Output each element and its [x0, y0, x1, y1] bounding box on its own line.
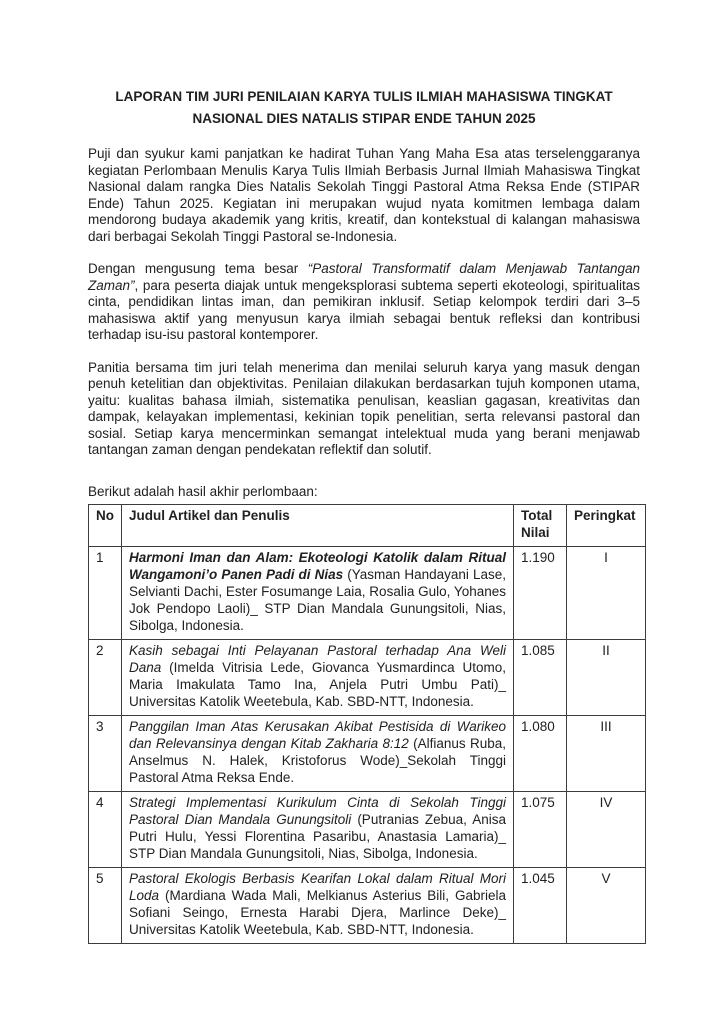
row-number: 3 [89, 716, 122, 792]
authors-affiliation: (Alfianus Ruba, Anselmus N. Halek, Kristoforus Wode)_Sekolah Tinggi Pastoral Atma Reksa Ende. [129, 736, 506, 785]
authors-affiliation: (Putranias Zebua, Anisa Putri Hulu, Yessi Florentina Pasaribu, Anastasia Lamaria)_ STP Dian Mandala Gunungsitoli, Nias, Sibolga, Indonesia. [129, 812, 506, 861]
table-row [89, 640, 646, 716]
total-nilai: 1.085 [514, 640, 567, 716]
peringkat: V [567, 868, 646, 944]
peringkat: I [567, 547, 646, 640]
table-row [89, 716, 646, 792]
column-header-total-nilai: Total Nilai [514, 505, 567, 547]
total-nilai: 1.075 [514, 792, 567, 868]
total-nilai: 1.045 [514, 868, 567, 944]
paragraph-theme [88, 261, 640, 344]
row-number: 4 [89, 792, 122, 868]
paragraph-theme-pre: Dengan mengusung tema besar [88, 261, 308, 276]
theme-quote-italic: “Pastoral Transformatif dalam Menjawab Tantangan Zaman” [88, 261, 640, 293]
row-number: 1 [89, 547, 122, 640]
peringkat: IV [567, 792, 646, 868]
article-title: Pastoral Ekologis Berbasis Kearifan Lokal dalam Ritual Mori Loda [129, 871, 506, 903]
table-row [89, 547, 646, 640]
results-intro: Berikut adalah hasil akhir perlombaan: [88, 483, 318, 499]
article-cell [122, 792, 514, 868]
article-cell [122, 640, 514, 716]
article-title: Strategi Implementasi Kurikulum Cinta di Sekolah Tinggi Pastoral Dian Mandala Gunungsitoli [129, 795, 506, 827]
table-row [89, 792, 646, 868]
authors-affiliation: (Yasman Handayani Lase, Selvianti Dachi, Ester Fosumange Laia, Rosalia Gulo, Yohanes Jok Pendopo Laoli)_ STP Dian Mandala Gunungsitoli, Nias, Sibolga, Indonesia. [129, 567, 506, 633]
article-title: Harmoni Iman dan Alam: Ekoteologi Katolik dalam Ritual Wangamoni’o Panen Padi di Nias [129, 550, 506, 582]
column-header-peringkat: Peringkat [567, 505, 646, 547]
article-title: Panggilan Iman Atas Kerusakan Akibat Pestisida di Warikeo dan Relevansinya dengan Kitab Zakharia 8:12 [129, 719, 506, 751]
column-header-no: No [89, 505, 122, 547]
paragraph-opening: Puji dan syukur kami panjatkan ke hadirat Tuhan Yang Maha Esa atas terselenggaranya kegiatan Perlombaan Menulis Karya Tulis Ilmiah Berbasis Jurnal Ilmiah Mahasiswa Tingkat Nasional dalam rangka Dies Natalis Sekolah Tinggi Pastoral Atma Reksa Ende (STIPAR Ende) Tahun 2025. Kegiatan ini merupakan wujud nyata komitmen lembaga dalam mendorong budaya akademik yang kritis, kreatif, dan kontekstual di kalangan mahasiswa dari berbagai Sekolah Tinggi Pastoral se-Indonesia. [88, 146, 640, 244]
document-title: LAPORAN TIM JURI PENILAIAN KARYA TULIS ILMIAH MAHASISWA TINGKAT NASIONAL DIES NATALIS STIPAR ENDE TAHUN 2025 [115, 89, 613, 126]
row-number: 2 [89, 640, 122, 716]
column-header-judul: Judul Artikel dan Penulis [122, 505, 514, 547]
total-nilai: 1.080 [514, 716, 567, 792]
total-nilai: 1.190 [514, 547, 567, 640]
peringkat: II [567, 640, 646, 716]
table-row [89, 868, 646, 944]
results-table [88, 504, 646, 944]
authors-affiliation: (Imelda Vitrisia Lede, Giovanca Yusmardinca Utomo, Maria Imakulata Tamo Ina, Anjela Putri Umbu Pati)_ Universitas Katolik Weetebula, Kab. SBD-NTT, Indonesia. [129, 660, 506, 709]
authors-affiliation: (Mardiana Wada Mali, Melkianus Asterius Bili, Gabriela Sofiani Seingo, Ernesta Harabi Djera, Marlince Deke)_ Universitas Katolik Weetebula, Kab. SBD-NTT, Indonesia. [129, 888, 506, 937]
row-number: 5 [89, 868, 122, 944]
article-cell [122, 547, 514, 640]
table-header-row [89, 505, 646, 547]
paragraph-assessment: Panitia bersama tim juri telah menerima dan menilai seluruh karya yang masuk dengan penuh ketelitian dan objektivitas. Penilaian dilakukan berdasarkan tujuh komponen utama, yaitu: kualitas bahasa ilmiah, sistematika penulisan, keaslian gagasan, kreativitas dan dampak, kelayakan implementasi, kekinian topik penelitian, serta relevansi pastoral dan sosial. Setiap karya mencerminkan semangat intelektual muda yang berani menjawab tantangan zaman dengan pendekatan reflektif dan solutif. [88, 359, 640, 457]
paragraph-theme-post: , para peserta diajak untuk mengeksplorasi subtema seperti ekoteologi, spiritualitas cinta, pendidikan lintas iman, dan pemikiran inklusif. Setiap kelompok terdiri dari 3–5 mahasiswa aktif yang menyusun karya ilmiah sebagai bentuk refleksi dan kontribusi terhadap isu-isu pastoral kontemporer. [88, 277, 640, 342]
article-cell [122, 716, 514, 792]
article-cell [122, 868, 514, 944]
peringkat: III [567, 716, 646, 792]
article-title: Kasih sebagai Inti Pelayanan Pastoral terhadap Ana Weli Dana [129, 643, 506, 675]
